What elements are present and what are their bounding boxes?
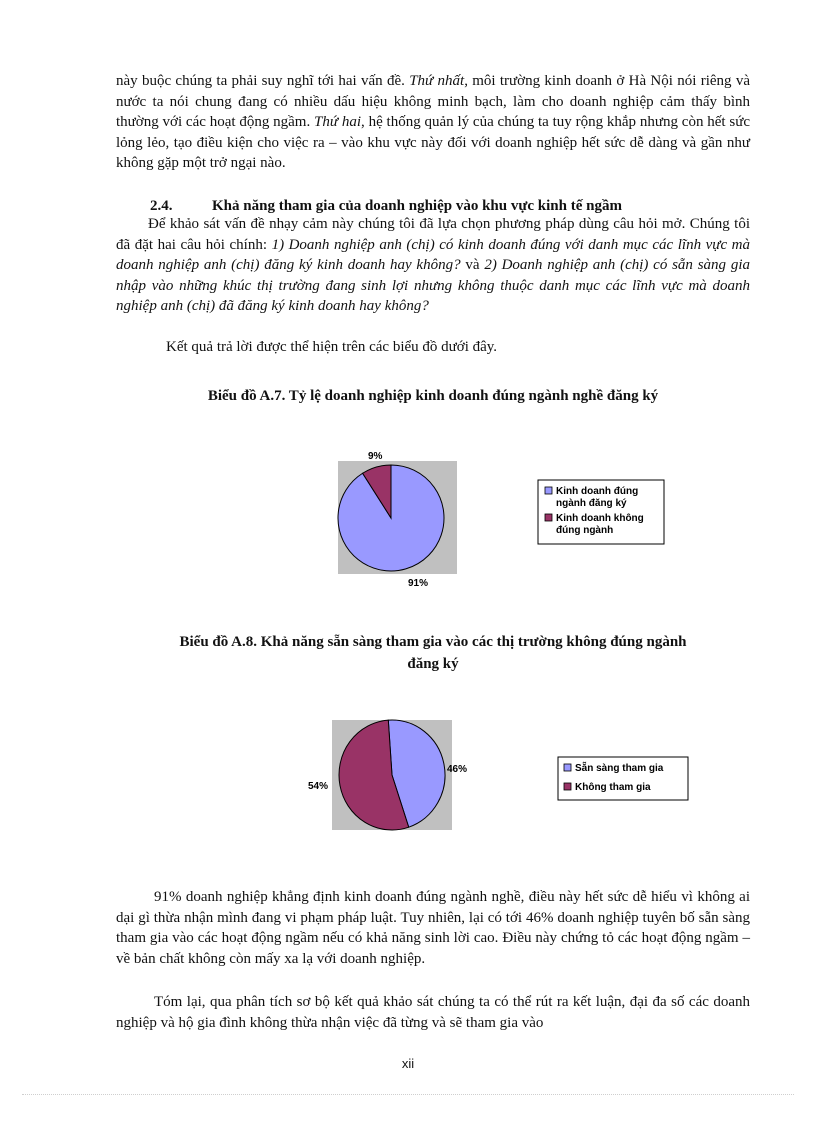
section-heading — [116, 196, 750, 216]
chart-a7-label-major: 91% — [408, 578, 429, 589]
section-title: Khả năng tham gia của doanh nghiệp vào khu vực kinh tế ngầm — [212, 198, 622, 214]
chart-a8-legend-swatch-2 — [564, 783, 571, 790]
chart-a7-legend-label-1b: ngành đăng ký — [556, 498, 627, 509]
chart-a8-caption-line2: đăng ký — [407, 656, 459, 672]
chart-a8-legend — [558, 757, 688, 800]
chart-a7-caption: Biểu đồ A.7. Tỷ lệ doanh nghiệp kinh doanh đúng ngành nghề đăng ký — [207, 388, 659, 404]
question-1: 1) Doanh nghiệp anh (chị) có kinh doanh đúng với danh mục các lĩnh vực mà doanh nghiệp anh (chị) đăng ký kinh doanh hay không? — [116, 236, 750, 273]
method-text: Để khảo sát vấn đề nhạy cảm này chúng tôi đã lựa chọn phương pháp dùng câu hỏi mở. Chúng tôi đã đặt hai câu hỏi chính: — [116, 216, 750, 253]
summary-paragraph: Tóm lại, qua phân tích sơ bộ kết quả khảo sát chúng ta có thể rút ra kết luận, đại đa số các doanh nghiệp và hộ gia đình không thừa nhận việc đã từng và sẽ tham gia vào — [116, 994, 750, 1031]
chart-a7-legend-label-1a: Kinh doanh đúng — [556, 486, 639, 497]
chart-a8-pie — [339, 720, 445, 830]
section-number: 2.4. — [150, 198, 173, 214]
intro-text-2: , môi trường kinh doanh ở Hà Nội nói riêng và nước ta nói chung đang có nhiều dấu hiệu không minh bạch, làm cho doanh nghiệp cảm thấy bình thường với các hoạt động ngầm. — [116, 73, 750, 130]
chart-a8-label-right: 46% — [447, 764, 468, 775]
chart-a8-caption — [116, 631, 750, 675]
results-intro: Kết quả trả lời được thể hiện trên các biểu đồ dưới đây. — [166, 339, 498, 355]
chart-a7 — [330, 440, 680, 590]
intro-text-1: này buộc chúng ta phải suy nghĩ tới hai vấn đề. — [116, 73, 410, 89]
intro-text-3: , hệ thống quản lý của chúng ta tuy rộng khắp nhưng còn hết sức lỏng lẻo, tạo điều kiện cho việc ra – vào khu vực này đối với doanh nghiệp hết sức dễ dàng và gần như không gặp một trở ngại nào. — [116, 114, 750, 171]
intro-emphasis-1: Thứ nhất — [409, 73, 465, 89]
chart-a8 — [300, 715, 700, 845]
chart-a7-legend-label-2b: đúng ngành — [556, 525, 614, 536]
chart-a8-legend-label-1: Sẵn sàng tham gia — [575, 763, 664, 774]
intro-emphasis-2: Thứ hai — [314, 114, 362, 130]
chart-a8-label-left: 54% — [308, 781, 329, 792]
chart-a8-legend-swatch-1 — [564, 764, 571, 771]
chart-a7-pie — [338, 465, 444, 571]
chart-a7-legend-label-2a: Kinh doanh không — [556, 513, 644, 524]
chart-a8-legend-label-2: Không tham gia — [575, 782, 651, 793]
method-paragraph — [116, 214, 750, 317]
intro-paragraph — [116, 71, 750, 174]
question-2: 2) Doanh nghiệp anh (chị) có sẵn sàng gia nhập vào những khúc thị trường đang sinh lợi nhưng không thuộc danh mục các lĩnh vực mà doanh nghiệp anh (chị) đã đăng ký kinh doanh hay không? — [116, 257, 750, 314]
chart-a7-legend-swatch-2 — [545, 514, 552, 521]
method-connector: và — [460, 257, 485, 273]
footer-divider — [22, 1094, 794, 1095]
chart-a7-legend-swatch-1 — [545, 487, 552, 494]
page-number: xii — [401, 1056, 415, 1071]
findings-paragraph: 91% doanh nghiệp khẳng định kinh doanh đúng ngành nghề, điều này hết sức dễ hiểu vì không ai dại gì thừa nhận mình đang vi phạm pháp luật. Tuy nhiên, lại có tới 46% doanh nghiệp tuyên bố sẵn sàng tham gia vào các hoạt động ngầm nếu có khả năng sinh lời cao. Điều này chứng tỏ các hoạt động ngầm – về bản chất không còn mấy xa lạ với doanh nghiệp. — [116, 889, 750, 967]
chart-a8-caption-line1: Biểu đồ A.8. Khả năng sẵn sàng tham gia vào các thị trường không đúng ngành — [179, 634, 687, 650]
chart-a7-legend — [538, 480, 664, 544]
chart-a7-label-minor: 9% — [368, 451, 383, 462]
